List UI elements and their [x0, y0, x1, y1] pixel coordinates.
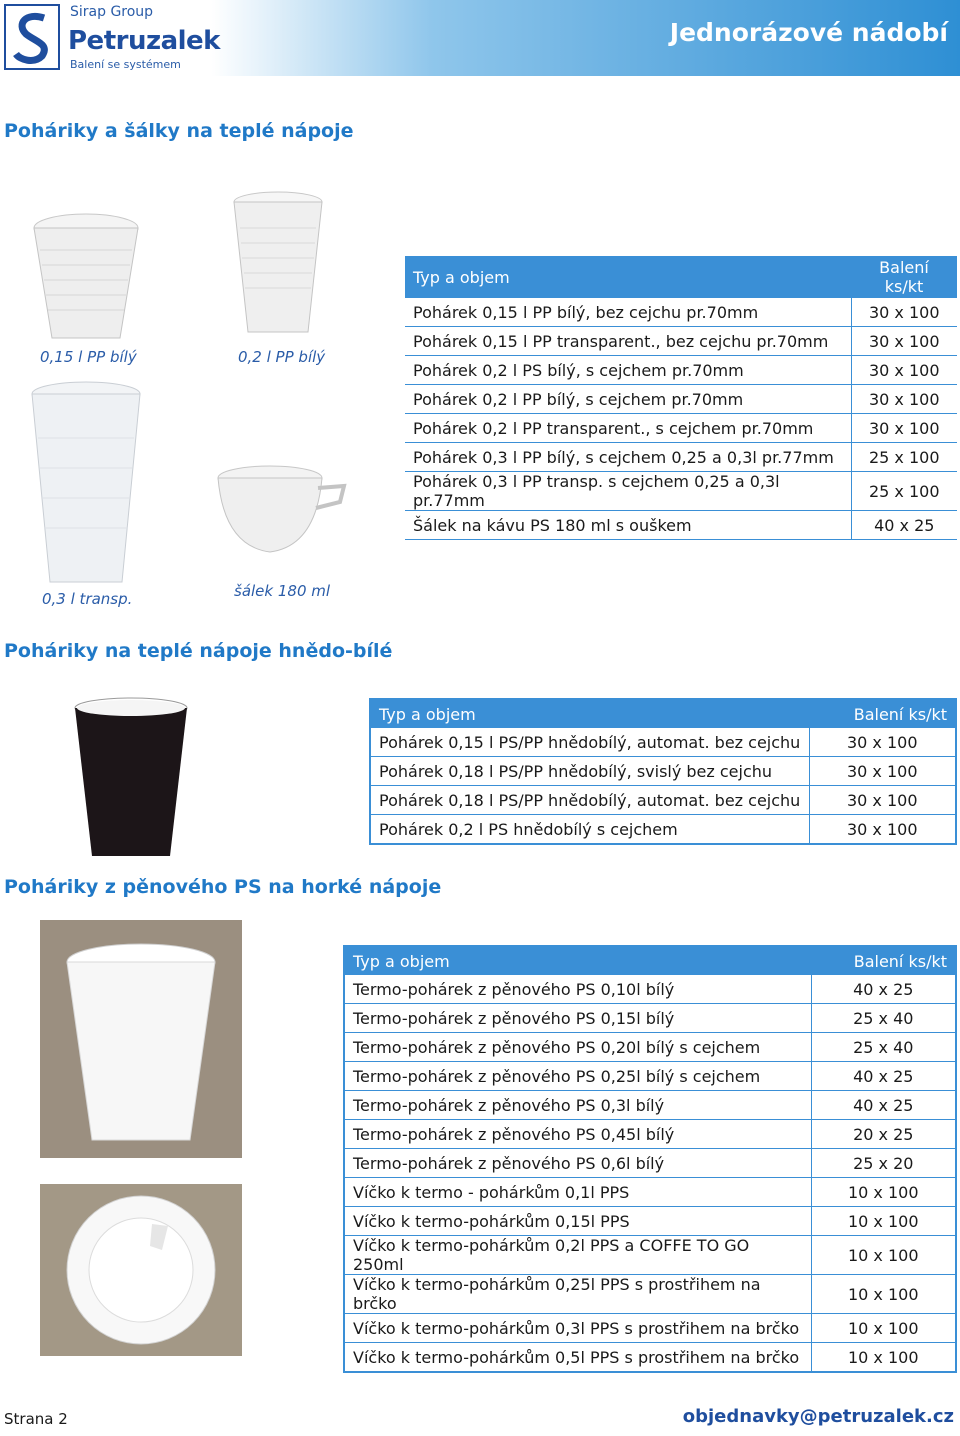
table-row [344, 1314, 956, 1343]
cell-pack: 25 x 20 [811, 1149, 956, 1178]
table-row [344, 1343, 956, 1373]
cell-pack: 30 x 100 [851, 414, 957, 443]
cell-type: Pohárek 0,3 l PP transp. s cejchem 0,25 a 0,3l pr.77mm [405, 472, 851, 511]
col-header-type: Typ a objem [370, 699, 809, 728]
cell-type: Víčko k termo-pohárkům 0,15l PPS [344, 1207, 811, 1236]
caption-cup-02: 0,2 l PP bílý [238, 348, 326, 366]
table-row [370, 728, 956, 757]
cell-pack: 10 x 100 [811, 1343, 956, 1373]
table-row [405, 298, 957, 327]
table-row [405, 356, 957, 385]
table-row [405, 511, 957, 540]
table-row [405, 472, 957, 511]
logo-brand-text: Petruzalek [68, 26, 220, 56]
page-header [0, 0, 960, 76]
table-row [405, 385, 957, 414]
table-row [344, 1178, 956, 1207]
table-header-row [405, 256, 957, 298]
table-header-row [370, 699, 956, 728]
cup-pp-white-02-image [228, 188, 328, 338]
table-row [344, 1033, 956, 1062]
cell-type: Pohárek 0,15 l PS/PP hnědobílý, automat. bez cejchu [370, 728, 809, 757]
cell-pack: 10 x 100 [811, 1207, 956, 1236]
cell-pack: 30 x 100 [851, 356, 957, 385]
col-header-pack: Balení ks/kt [811, 946, 956, 975]
cup-brown-white-image [72, 694, 190, 860]
table-row [370, 786, 956, 815]
table-row [344, 1275, 956, 1314]
section-title-foam-cups: Poháriky z pěnového PS na horké nápoje [4, 876, 442, 898]
logo-group-text: Sirap Group [70, 4, 154, 20]
cell-type: Termo-pohárek z pěnového PS 0,3l bílý [344, 1091, 811, 1120]
cell-type: Pohárek 0,2 l PP bílý, s cejchem pr.70mm [405, 385, 851, 414]
cell-type: Pohárek 0,2 l PS hnědobílý s cejchem [370, 815, 809, 845]
cup-pp-white-015-image [26, 210, 146, 345]
cell-pack: 30 x 100 [809, 786, 956, 815]
table-row [344, 1207, 956, 1236]
cell-type: Víčko k termo-pohárkům 0,5l PPS s prostřihem na brčko [344, 1343, 811, 1373]
cell-type: Pohárek 0,15 l PP bílý, bez cejchu pr.70mm [405, 298, 851, 327]
cell-pack: 25 x 40 [811, 1033, 956, 1062]
cell-type: Víčko k termo-pohárkům 0,2l PPS a COFFE TO GO 250ml [344, 1236, 811, 1275]
col-header-pack [851, 256, 957, 298]
cell-type: Pohárek 0,18 l PS/PP hnědobílý, automat. bez cejchu [370, 786, 809, 815]
cell-pack: 30 x 100 [851, 385, 957, 414]
cell-type: Pohárek 0,3 l PP bílý, s cejchem 0,25 a 0,3l pr.77mm [405, 443, 851, 472]
foam-cup-lid-image [40, 1184, 242, 1356]
cell-type: Víčko k termo - pohárkům 0,1l PPS [344, 1178, 811, 1207]
col-header-pack: Balení ks/kt [809, 699, 956, 728]
foam-cup-image [40, 920, 242, 1158]
table-row [344, 1120, 956, 1149]
cell-type: Termo-pohárek z pěnového PS 0,6l bílý [344, 1149, 811, 1178]
caption-coffee-cup: šálek 180 ml [234, 582, 331, 600]
cell-pack: 30 x 100 [809, 815, 956, 845]
cell-type: Termo-pohárek z pěnového PS 0,25l bílý s cejchem [344, 1062, 811, 1091]
table-row [344, 1149, 956, 1178]
table-header-row [344, 946, 956, 975]
table-row [344, 1004, 956, 1033]
logo-tagline: Balení se systémem [70, 58, 181, 71]
coffee-cup-180-image [214, 462, 348, 558]
cell-pack: 40 x 25 [851, 511, 957, 540]
cell-pack: 40 x 25 [811, 975, 956, 1004]
cell-type: Termo-pohárek z pěnového PS 0,15l bílý [344, 1004, 811, 1033]
contact-email-link[interactable]: objednavky@petruzalek.cz [682, 1406, 954, 1427]
table-row [370, 757, 956, 786]
table-foam-cups [343, 945, 957, 1373]
cell-pack: 30 x 100 [809, 757, 956, 786]
table-row [405, 414, 957, 443]
section-title-brown-white-cups: Poháriky na teplé nápoje hnědo-bílé [4, 640, 393, 662]
caption-cup-015: 0,15 l PP bílý [40, 348, 137, 366]
col-header-pack-label: Balení ks/kt [879, 258, 929, 296]
cell-type: Pohárek 0,18 l PS/PP hnědobílý, svislý bez cejchu [370, 757, 809, 786]
page-title: Jednorázové nádobí [669, 18, 948, 47]
col-header-type: Typ a objem [344, 946, 811, 975]
cell-type: Pohárek 0,2 l PS bílý, s cejchem pr.70mm [405, 356, 851, 385]
cell-pack: 40 x 25 [811, 1091, 956, 1120]
cell-type: Pohárek 0,2 l PP transparent., s cejchem pr.70mm [405, 414, 851, 443]
table-row [344, 1062, 956, 1091]
table-row [344, 1236, 956, 1275]
table-hot-cups [405, 256, 957, 540]
cell-pack: 25 x 100 [851, 443, 957, 472]
cell-pack: 10 x 100 [811, 1178, 956, 1207]
cell-pack: 30 x 100 [851, 298, 957, 327]
table-row [344, 975, 956, 1004]
cell-pack: 10 x 100 [811, 1236, 956, 1275]
cell-type: Termo-pohárek z pěnového PS 0,20l bílý s cejchem [344, 1033, 811, 1062]
table-row [405, 327, 957, 356]
cup-pp-transparent-03-image [26, 378, 146, 588]
col-header-type: Typ a objem [405, 256, 851, 298]
cell-type: Termo-pohárek z pěnového PS 0,45l bílý [344, 1120, 811, 1149]
cell-pack: 10 x 100 [811, 1314, 956, 1343]
cell-pack: 25 x 100 [851, 472, 957, 511]
cell-type: Víčko k termo-pohárkům 0,3l PPS s prostřihem na brčko [344, 1314, 811, 1343]
table-row [344, 1091, 956, 1120]
cell-type: Šálek na kávu PS 180 ml s ouškem [405, 511, 851, 540]
cell-pack: 25 x 40 [811, 1004, 956, 1033]
table-row [405, 443, 957, 472]
sirap-logo-icon [4, 4, 60, 70]
page-number: Strana 2 [4, 1410, 68, 1428]
caption-cup-03: 0,3 l transp. [42, 590, 133, 608]
cell-pack: 40 x 25 [811, 1062, 956, 1091]
table-row [370, 815, 956, 845]
cell-pack: 30 x 100 [851, 327, 957, 356]
cell-pack: 10 x 100 [811, 1275, 956, 1314]
cell-pack: 20 x 25 [811, 1120, 956, 1149]
cell-type: Termo-pohárek z pěnového PS 0,10l bílý [344, 975, 811, 1004]
cell-type: Pohárek 0,15 l PP transparent., bez cejchu pr.70mm [405, 327, 851, 356]
section-title-hot-cups: Poháriky a šálky na teplé nápoje [4, 120, 354, 142]
cell-pack: 30 x 100 [809, 728, 956, 757]
cell-type: Víčko k termo-pohárkům 0,25l PPS s prostřihem na brčko [344, 1275, 811, 1314]
table-brown-white-cups [369, 698, 957, 845]
